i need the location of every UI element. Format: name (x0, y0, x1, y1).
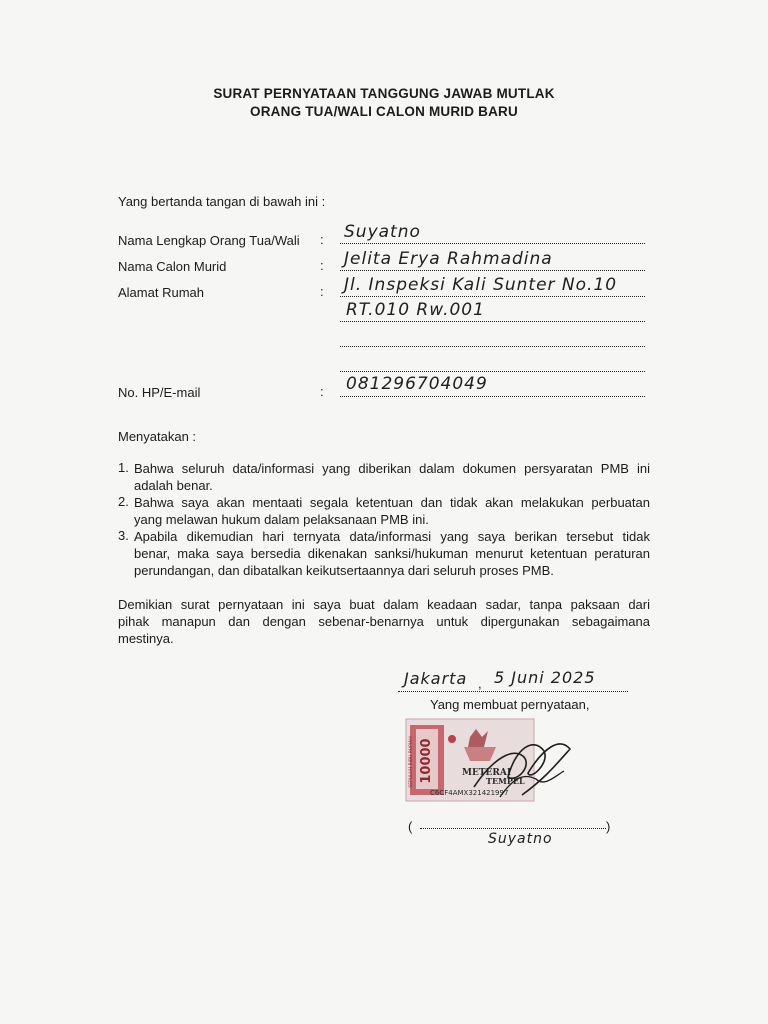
colon: : (320, 258, 324, 273)
signing-place: Jakarta (404, 669, 468, 688)
document-title-line-2: ORANG TUA/WALI CALON MURID BARU (250, 104, 518, 119)
declare-label: Menyatakan : (118, 429, 197, 444)
signer-name-line (420, 818, 606, 829)
open-paren: ( (408, 819, 413, 834)
closing-line: pihak manapun dan dengan sebenar-benarnya untuk dipergunakan sebagaimana (118, 614, 650, 629)
colon: : (320, 384, 324, 399)
address-line-3 (340, 336, 645, 347)
revenue-stamp (404, 717, 574, 803)
address-value-1: Jl. Inspeksi Kali Sunter No.10 (344, 275, 618, 295)
date-comma: , (478, 676, 482, 691)
item-line: adalah benar. (134, 478, 213, 493)
student-name-value: Jelita Erya Rahmadina (344, 249, 553, 269)
parent-name-value: Suyatno (344, 222, 421, 242)
stamp-code: C6CF4AMX321421997 (430, 789, 509, 797)
parent-name-label: Nama Lengkap Orang Tua/Wali (118, 233, 300, 248)
stamp-text-2: TEMPEL (486, 776, 525, 786)
phone-value: 081296704049 (346, 374, 488, 394)
item-line: yang melawan hukum dalam pelaksanaan PMB ini. (134, 512, 429, 527)
signer-name: Suyatno (488, 831, 553, 847)
stamp-graphic (404, 717, 574, 803)
maker-label: Yang membuat pernyataan, (430, 697, 590, 712)
item-line: perundangan, dan dibatalkan keikutsertaannya dari seluruh proses PMB. (134, 563, 554, 578)
intro-text: Yang bertanda tangan di bawah ini : (118, 194, 326, 209)
item-text (134, 494, 650, 528)
closing-paragraph (118, 596, 650, 647)
address-value-2: RT.010 Rw.001 (346, 300, 485, 320)
closing-line: mestinya. (118, 631, 174, 646)
phone-label: No. HP/E-mail (118, 385, 201, 400)
item-line: Bahwa seluruh data/informasi yang diberikan dalam dokumen persyaratan PMB ini (134, 461, 650, 476)
student-name-label: Nama Calon Murid (118, 259, 227, 274)
close-paren: ) (606, 819, 611, 834)
closing-line: Demikian surat pernyataan ini saya buat dalam keadaan sadar, tanpa paksaan dari (118, 597, 650, 612)
item-line: Apabila dikemudian hari ternyata data/informasi yang saya berikan tersebut tidak (134, 529, 650, 544)
stamp-text-1: METERAI (462, 768, 512, 778)
document-title-line-1: SURAT PERNYATAAN TANGGUNG JAWAB MUTLAK (213, 86, 555, 101)
item-number: 1. (118, 460, 129, 475)
colon: : (320, 232, 324, 247)
item-text (134, 460, 650, 494)
stamp-value: 10000 (419, 738, 434, 784)
colon: : (320, 284, 324, 299)
item-line: Bahwa saya akan mentaati segala ketentuan dan tidak akan melakukan perbuatan (134, 495, 650, 510)
stamp-side-text: SEPULUH RIBU RUPIAH (409, 736, 414, 788)
address-label: Alamat Rumah (118, 285, 204, 300)
signing-date: 5 Juni 2025 (494, 668, 596, 687)
item-line: benar, maka saya bersedia dikenakan sanksi/hukuman menurut ketentuan peraturan (134, 546, 650, 561)
item-number: 2. (118, 494, 129, 509)
address-line-4 (340, 361, 645, 372)
item-number: 3. (118, 528, 129, 543)
item-text (134, 528, 650, 579)
